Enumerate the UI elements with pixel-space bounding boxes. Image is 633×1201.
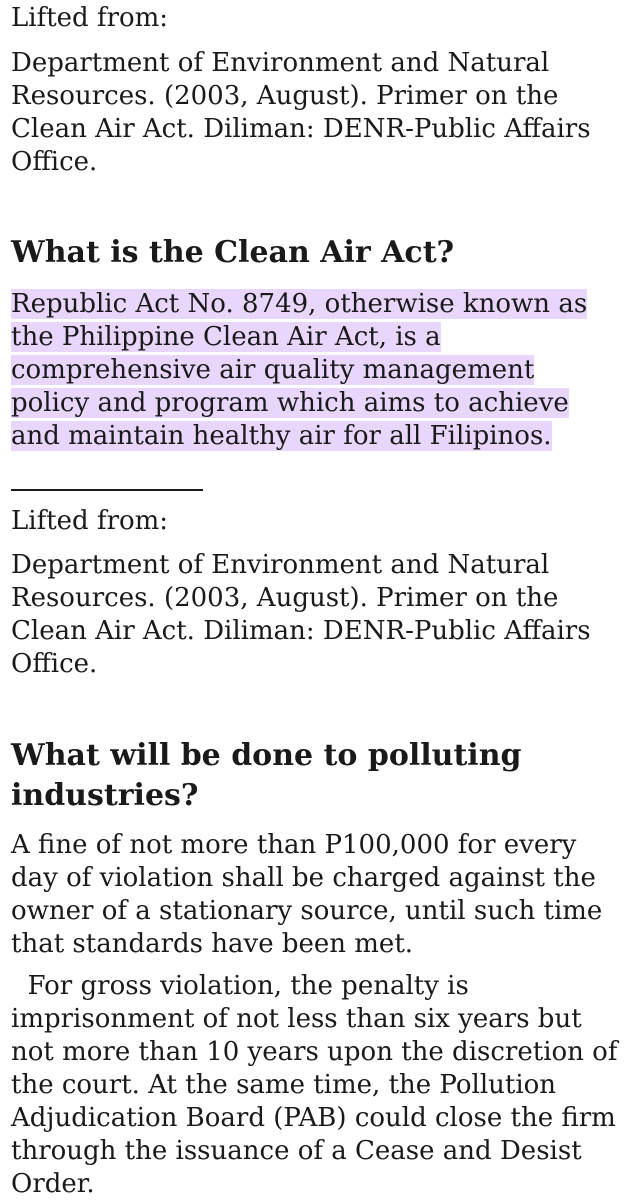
source-block-1	[11, 2, 168, 35]
body-line: imprisonment of not less than six years but	[11, 1004, 582, 1034]
heading-line: What will be done to polluting	[11, 738, 522, 773]
body-line	[11, 288, 587, 321]
body-line: that standards have been met.	[11, 929, 414, 959]
citation-2	[11, 549, 591, 681]
highlight: comprehensive air quality management	[11, 355, 535, 385]
heading-line: industries?	[11, 778, 199, 813]
paragraph-fine	[11, 829, 602, 961]
body-line: through the issuance of a Cease and Desist	[11, 1136, 582, 1166]
citation-line: Clean Air Act. Diliman: DENR-Public Affairs	[11, 114, 591, 144]
body-line: Adjudication Board (PAB) could close the firm	[11, 1103, 616, 1133]
citation-line: Office.	[11, 147, 98, 177]
highlighted-definition	[11, 288, 587, 453]
citation-line: Office.	[11, 649, 98, 679]
citation-line: Resources. (2003, August). Primer on the	[11, 81, 559, 111]
body-line: For gross violation, the penalty is	[11, 971, 469, 1001]
body-line	[11, 420, 587, 453]
citation-line: Clean Air Act. Diliman: DENR-Public Affairs	[11, 616, 591, 646]
body-line: Order.	[11, 1169, 95, 1199]
heading-line: What is the Clean Air Act?	[11, 235, 455, 270]
body-line: owner of a stationary source, until such time	[11, 896, 603, 926]
body-line: the court. At the same time, the Pollution	[11, 1070, 557, 1100]
body-line: A fine of not more than P100,000 for every	[11, 830, 577, 860]
paragraph-gross-violation	[11, 970, 617, 1201]
highlight: Republic Act No. 8749, otherwise known as	[11, 289, 588, 319]
body-line: day of violation shall be charged against the	[11, 863, 596, 893]
citation-line: Resources. (2003, August). Primer on the	[11, 583, 559, 613]
body-line: not more than 10 years upon the discretion of	[11, 1037, 618, 1067]
highlight: the Philippine Clean Air Act, is a	[11, 322, 441, 352]
section-heading-2	[11, 736, 521, 816]
highlight: and maintain healthy air for all Filipinos.	[11, 421, 552, 451]
body-line	[11, 321, 587, 354]
source-block-2	[11, 505, 168, 538]
highlight: policy and program which aims to achieve	[11, 388, 569, 418]
footnote-divider	[11, 489, 203, 491]
body-line	[11, 354, 587, 387]
source-label: Lifted from:	[11, 506, 169, 536]
section-heading-1	[11, 233, 454, 273]
citation-line: Department of Environment and Natural	[11, 550, 550, 580]
source-label: Lifted from:	[11, 3, 169, 33]
citation-line: Department of Environment and Natural	[11, 48, 550, 78]
citation-1	[11, 47, 591, 179]
body-line	[11, 387, 587, 420]
